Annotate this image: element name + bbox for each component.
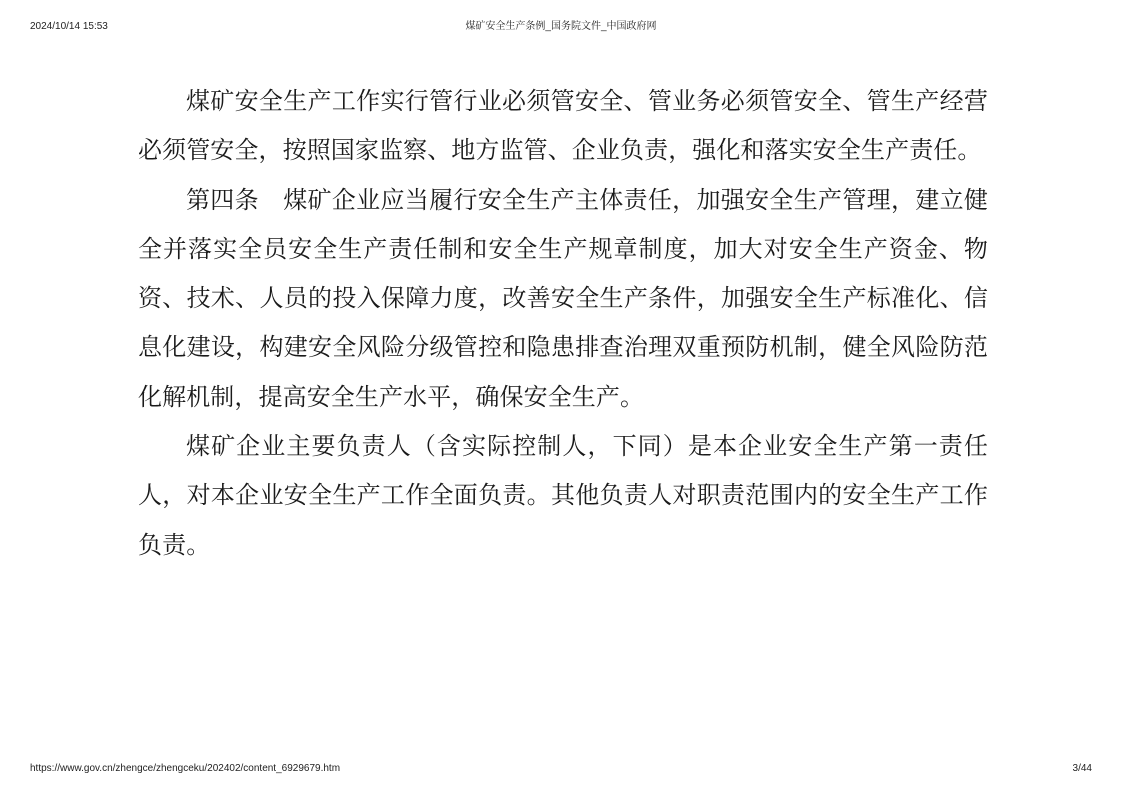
document-title: 煤矿安全生产条例_国务院文件_中国政府网 [465, 21, 657, 32]
paragraph: 煤矿安全生产工作实行管行业必须管安全、管业务必须管安全、管生产经营必须管安全，按照国家监察、地方监管、企业负责，强化和落实安全生产责任。 [138, 87, 988, 165]
page-number: 3/44 [1072, 763, 1092, 774]
print-datetime: 2024/10/14 15:53 [30, 21, 108, 32]
print-footer [30, 762, 1092, 776]
document-body [138, 77, 988, 570]
paragraph-article-4: 第四条 煤矿企业应当履行安全生产主体责任，加强安全生产管理，建立健全并落实全员安全生产责任制和安全生产规章制度，加大对安全生产资金、物资、技术、人员的投入保障力度，改善安全生产条件，加强安全生产标准化、信息化建设，构建安全风险分级管控和隐患排查治理双重预防机制，健全风险防范化解机制，提高安全生产水平，确保安全生产。 [138, 185, 988, 411]
print-header [30, 20, 1092, 34]
paragraph: 煤矿企业主要负责人（含实际控制人，下同）是本企业安全生产第一责任人，对本企业安全生产工作全面负责。其他负责人对职责范围内的安全生产工作负责。 [138, 432, 988, 559]
page-url: https://www.gov.cn/zhengce/zhengceku/202402/content_6929679.htm [30, 763, 341, 774]
